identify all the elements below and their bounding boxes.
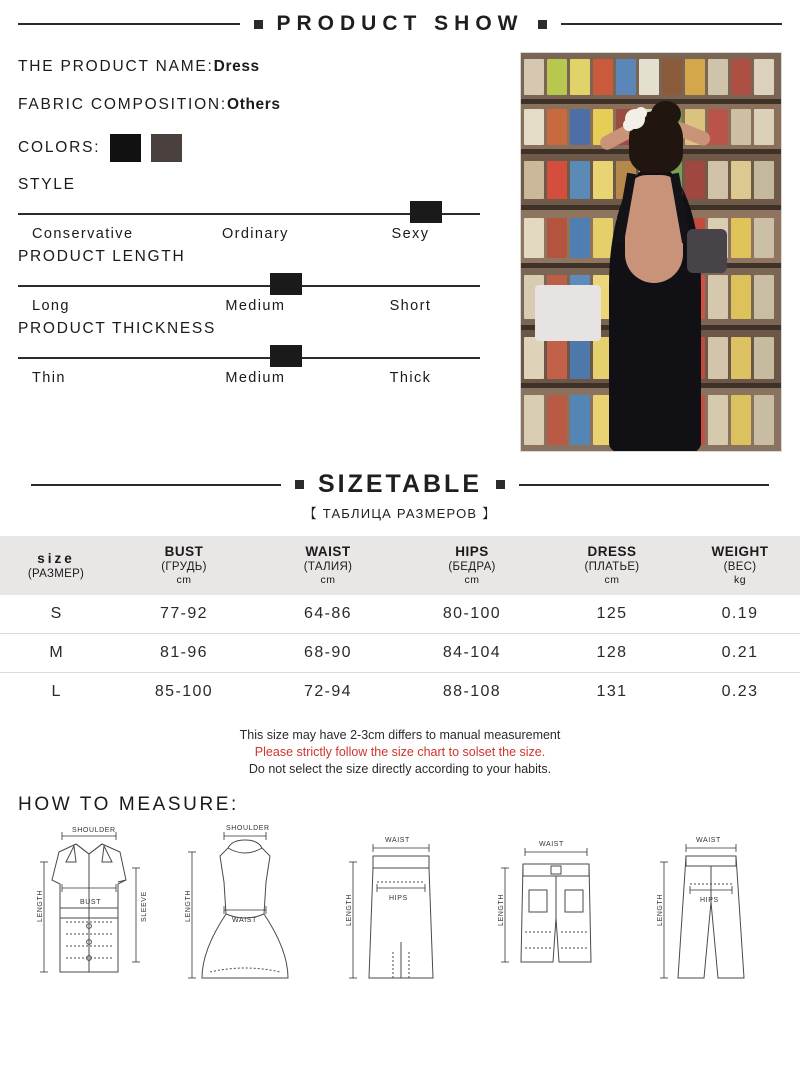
size-note-2: Please strictly follow the size chart to solset the size. bbox=[254, 744, 546, 759]
square-bullet-icon bbox=[254, 20, 263, 29]
cell-bust: 77-92 bbox=[112, 595, 256, 634]
cell-waist: 68-90 bbox=[256, 634, 400, 673]
label-waist: WAIST bbox=[538, 840, 564, 848]
sizetable-header bbox=[0, 452, 800, 522]
section-head-sizetable bbox=[18, 470, 782, 499]
label-shoulder: SHOULDER bbox=[72, 826, 116, 834]
cell-hips: 84-104 bbox=[400, 634, 544, 673]
scale-style-marker bbox=[410, 201, 442, 223]
scale-length-option-1: Medium bbox=[225, 298, 286, 314]
product-show-title: PRODUCT SHOW bbox=[276, 12, 524, 35]
scale-style-option-0: Conservative bbox=[32, 226, 134, 242]
jacket-diagram-icon bbox=[14, 822, 164, 1002]
fabric-label: FABRIC COMPOSITION: bbox=[18, 96, 228, 113]
scale-thickness-option-1: Medium bbox=[225, 370, 286, 386]
scale-thickness-bar-wrap bbox=[18, 340, 488, 370]
col-bust-unit: cm bbox=[176, 574, 192, 586]
size-table-head bbox=[0, 536, 800, 595]
scale-thickness bbox=[18, 320, 488, 386]
cell-size: L bbox=[51, 683, 61, 700]
color-swatch-dark-brown[interactable] bbox=[151, 134, 182, 162]
label-waist: WAIST bbox=[696, 836, 721, 844]
scale-length-option-0: Long bbox=[32, 298, 70, 314]
col-size-sub: (РАЗМЕР) bbox=[27, 567, 85, 580]
col-size-label: size bbox=[37, 550, 75, 566]
measure-figure-pants bbox=[636, 822, 786, 1002]
size-note-1: This size may have 2-3cm differs to manual measurement bbox=[239, 728, 561, 742]
cell-dress: 131 bbox=[596, 683, 628, 700]
col-size bbox=[0, 536, 112, 595]
col-waist-label: WAIST bbox=[305, 544, 351, 559]
colors-label: COLORS: bbox=[18, 139, 101, 156]
sizetable-rule-right bbox=[519, 484, 769, 486]
scale-length-bar-wrap bbox=[18, 268, 488, 298]
scale-thickness-bar bbox=[18, 357, 480, 359]
scale-length bbox=[18, 248, 488, 314]
label-hips: HIPS bbox=[700, 896, 719, 904]
cell-weight: 0.21 bbox=[680, 634, 800, 673]
cell-bust: 85-100 bbox=[154, 683, 214, 700]
product-photo bbox=[520, 52, 782, 452]
cell-weight: 0.19 bbox=[680, 595, 800, 634]
col-weight-unit: kg bbox=[733, 574, 747, 586]
label-length: LENGTH bbox=[497, 893, 505, 926]
col-hips-label: HIPS bbox=[455, 544, 489, 559]
col-hips bbox=[400, 536, 544, 595]
size-table bbox=[0, 536, 800, 711]
colors-row bbox=[18, 134, 488, 162]
product-name-value: Dress bbox=[213, 58, 260, 75]
col-dress-label: DRESS bbox=[587, 544, 637, 559]
dress-diagram-icon bbox=[170, 822, 320, 1002]
measure-figure-shorts bbox=[481, 822, 631, 1002]
shorts-diagram-icon bbox=[481, 822, 631, 1002]
col-waist-sub: (ТАЛИЯ) bbox=[303, 561, 353, 573]
col-weight-sub: (ВЕС) bbox=[723, 561, 757, 573]
product-name-label: THE PRODUCT NAME: bbox=[18, 58, 214, 75]
cell-hips: 80-100 bbox=[400, 595, 544, 634]
label-waist: WAIST bbox=[231, 916, 257, 924]
cell-hips: 88-108 bbox=[442, 683, 502, 700]
model-hair-bun bbox=[651, 101, 681, 127]
label-sleeve: SLEEVE bbox=[141, 890, 148, 922]
col-bust bbox=[112, 536, 256, 595]
col-dress-unit: cm bbox=[604, 574, 620, 586]
square-bullet-icon bbox=[496, 480, 505, 489]
col-hips-sub: (БЕДРА) bbox=[448, 561, 496, 573]
square-bullet-icon bbox=[538, 20, 547, 29]
cell-weight: 0.23 bbox=[721, 683, 759, 700]
product-show-body bbox=[0, 36, 800, 452]
col-bust-label: BUST bbox=[164, 544, 204, 559]
scale-thickness-labels bbox=[18, 370, 488, 386]
fabric-value: Others bbox=[227, 96, 281, 113]
label-length: LENGTH bbox=[37, 889, 44, 922]
scale-length-bar bbox=[18, 285, 480, 287]
scale-thickness-option-2: Thick bbox=[389, 370, 432, 386]
product-info-column bbox=[18, 52, 488, 452]
product-name-line bbox=[18, 58, 488, 76]
cell-dress: 128 bbox=[544, 634, 680, 673]
scale-style bbox=[18, 176, 488, 242]
flower-hair-accessory-icon bbox=[625, 109, 645, 129]
fabric-line bbox=[18, 96, 488, 114]
scale-length-option-2: Short bbox=[389, 298, 432, 314]
table-row bbox=[0, 673, 800, 712]
model-handbag bbox=[687, 229, 727, 273]
measure-figure-skirt bbox=[325, 822, 475, 1002]
cell-dress: 125 bbox=[544, 595, 680, 634]
label-hips: HIPS bbox=[389, 894, 408, 902]
cell-bust: 81-96 bbox=[112, 634, 256, 673]
header-rule-right bbox=[561, 23, 783, 25]
cell-size: M bbox=[0, 634, 112, 673]
measure-figure-jacket bbox=[14, 822, 164, 1002]
cell-waist: 64-86 bbox=[256, 595, 400, 634]
store-basket bbox=[535, 285, 601, 341]
product-show-header bbox=[0, 0, 800, 36]
size-notes bbox=[0, 727, 800, 778]
label-shoulder: SHOULDER bbox=[225, 824, 270, 832]
size-note-3: Do not select the size directly according to your habits. bbox=[248, 761, 552, 776]
col-bust-sub: (ГРУДЬ) bbox=[161, 561, 207, 573]
size-table-header-row bbox=[0, 536, 800, 595]
product-photo-column bbox=[504, 52, 782, 452]
col-weight-label: WEIGHT bbox=[711, 544, 769, 559]
scale-style-labels bbox=[18, 226, 488, 242]
size-table-body bbox=[0, 595, 800, 711]
scale-thickness-title: PRODUCT THICKNESS bbox=[18, 320, 216, 337]
col-waist-unit: cm bbox=[320, 574, 336, 586]
square-bullet-icon bbox=[295, 480, 304, 489]
scale-style-option-2: Sexy bbox=[391, 226, 430, 242]
sizetable-subtitle: 【 ТАБЛИЦА РАЗМЕРОВ 】 bbox=[303, 506, 497, 521]
skirt-diagram-icon bbox=[325, 822, 475, 1002]
label-bust: BUST bbox=[80, 898, 102, 906]
col-dress bbox=[544, 536, 680, 595]
label-length: LENGTH bbox=[346, 893, 353, 926]
label-length: LENGTH bbox=[184, 889, 192, 922]
table-row bbox=[0, 595, 800, 634]
color-swatch-black[interactable] bbox=[110, 134, 141, 162]
col-waist bbox=[256, 536, 400, 595]
how-to-measure-title: HOW TO MEASURE: bbox=[18, 793, 239, 815]
cell-size: S bbox=[0, 595, 112, 634]
table-row bbox=[0, 634, 800, 673]
scale-thickness-marker bbox=[270, 345, 302, 367]
sizetable-rule-left bbox=[31, 484, 281, 486]
label-waist: WAIST bbox=[385, 836, 410, 844]
header-rule-left bbox=[18, 23, 240, 25]
scale-length-labels bbox=[18, 298, 488, 314]
pants-diagram-icon bbox=[636, 822, 786, 1002]
measure-figure-dress bbox=[170, 822, 320, 1002]
how-to-measure-figures bbox=[0, 822, 800, 1002]
sizetable-title: SIZETABLE bbox=[317, 470, 483, 498]
scale-length-title: PRODUCT LENGTH bbox=[18, 248, 186, 265]
cell-waist: 72-94 bbox=[304, 683, 352, 700]
col-weight bbox=[680, 536, 800, 595]
col-hips-unit: cm bbox=[464, 574, 480, 586]
scale-style-option-1: Ordinary bbox=[221, 226, 289, 242]
scale-length-marker bbox=[270, 273, 302, 295]
scale-thickness-option-0: Thin bbox=[32, 370, 66, 386]
section-head-product-show bbox=[18, 12, 782, 36]
scale-style-title: STYLE bbox=[18, 176, 76, 193]
col-dress-sub: (ПЛАТЬЕ) bbox=[584, 561, 640, 573]
label-length: LENGTH bbox=[657, 893, 664, 926]
scale-style-bar-wrap bbox=[18, 196, 488, 226]
